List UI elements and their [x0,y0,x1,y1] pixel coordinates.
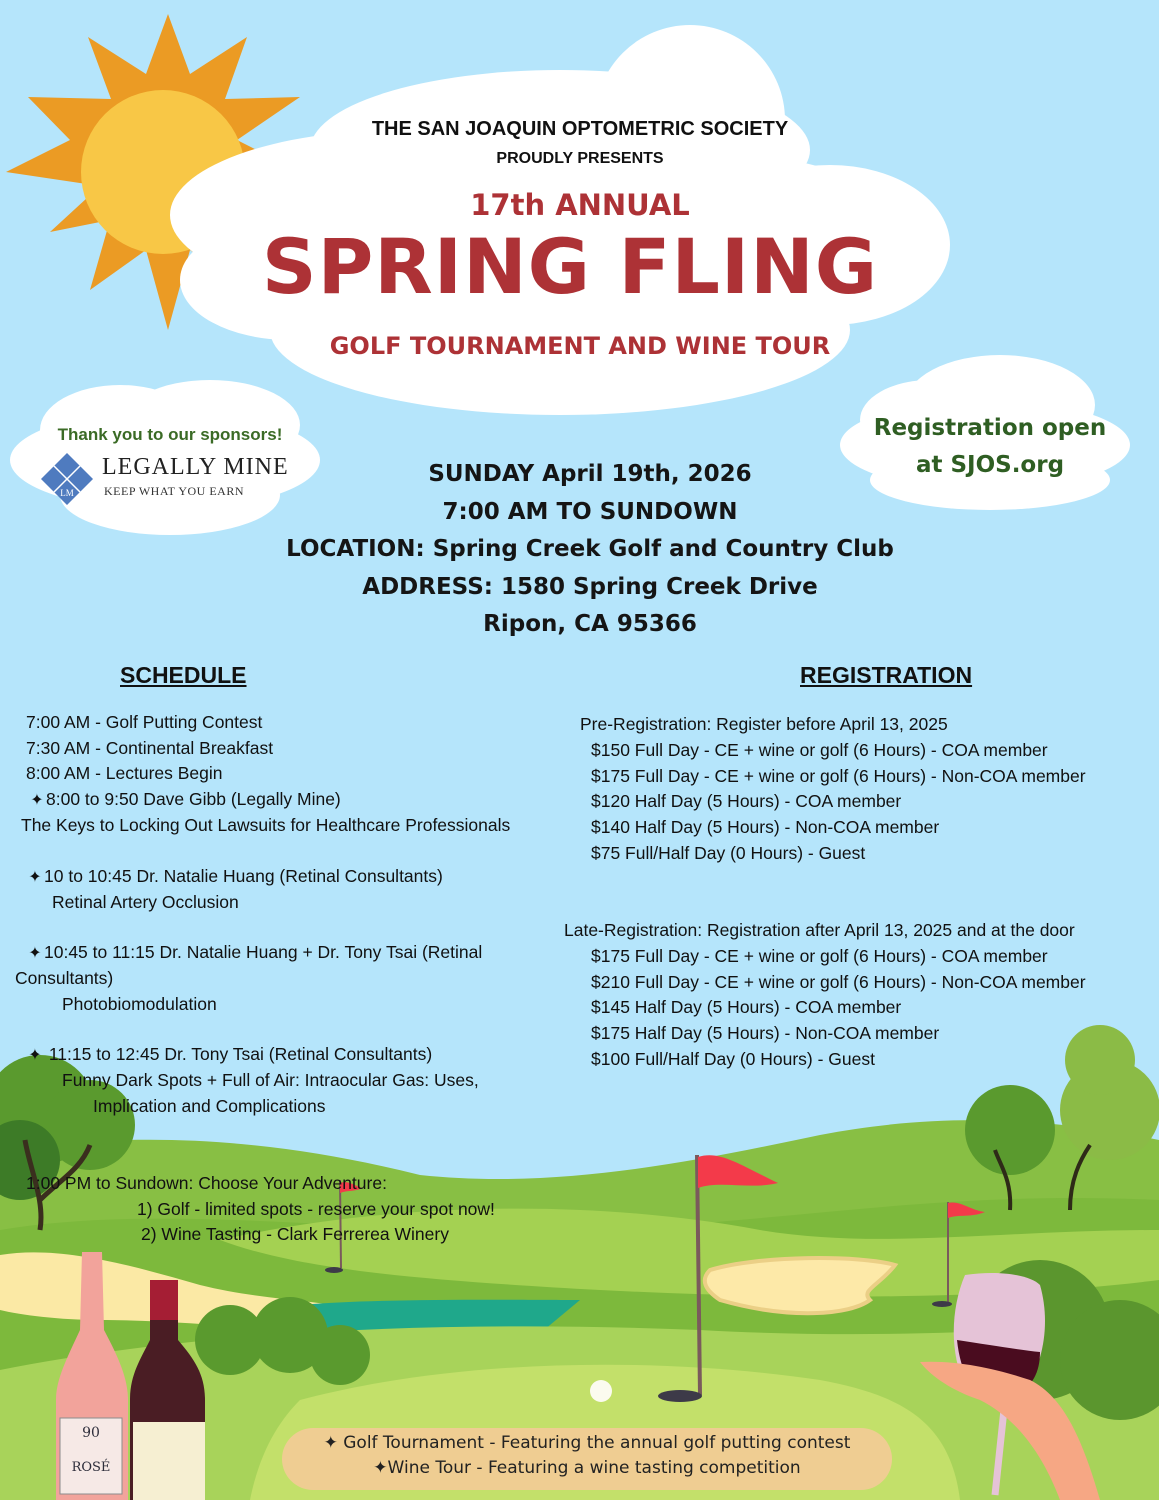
rate-item: $100 Full/Half Day (0 Hours) - Guest [591,1048,875,1069]
registration-heading: REGISTRATION [800,662,973,688]
bottle-number: 90 [82,1425,100,1441]
lecture-title: The Keys to Locking Out Lawsuits for Healthcare Professionals [21,815,511,835]
feature-item: ✦ Golf Tournament - Featuring the annual golf putting contest [323,1433,851,1453]
four-point-star-icon: ✦ [373,1458,388,1478]
features-list [282,1431,892,1481]
sponsor-tagline: KEEP WHAT YOU EARN [104,484,244,498]
bottle-label: ROSÉ [71,1460,111,1475]
edition-label: 17th ANNUAL [470,188,690,222]
event-city: Ripon, CA 95366 [483,611,697,637]
registration-callout-link[interactable]: at SJOS.org [915,452,1065,478]
sponsor-thanks: Thank you to our sponsors! [57,425,283,444]
schedule-list [26,710,273,787]
event-details [220,456,960,644]
lecture-title: Photobiomodulation [62,994,217,1014]
registration-callout-line1: Registration open [873,415,1107,441]
rate-item: $140 Half Day (5 Hours) - Non-COA member [591,817,940,838]
proudly-presents: PROUDLY PRESENTS [496,150,664,167]
rate-item: $150 Full Day - CE + wine or golf (6 Hours) - COA member [591,740,1048,760]
four-point-star-icon: ✦ [28,869,42,886]
event-address: ADDRESS: 1580 Spring Creek Drive [362,573,818,600]
afternoon-option: 1) Golf - limited spots - reserve your spot now! [137,1199,495,1219]
schedule-heading: SCHEDULE [120,662,247,688]
rate-item: $175 Full Day - CE + wine or golf (6 Hours) - Non-COA member [591,765,1086,786]
event-subtitle: GOLF TOURNAMENT AND WINE TOUR [329,332,831,360]
rate-item: $120 Half Day (5 Hours) - COA member [591,791,902,812]
lecture-time: 8:00 to 9:50 Dave Gibb (Legally Mine) [46,789,341,809]
rate-item: $75 Full/Half Day (0 Hours) - Guest [591,842,866,863]
schedule-item: 7:00 AM - Golf Putting Contest [26,712,263,732]
late-registration-rates [591,944,1086,1073]
event-date: SUNDAY April 19th, 2026 [428,461,752,487]
rate-item: $175 Full Day - CE + wine or golf (6 Hours) - COA member [591,946,1048,966]
lecture-4 [26,1042,432,1069]
page-title: SPRING FLING [261,222,879,311]
lecture-time: 10 to 10:45 Dr. Natalie Huang (Retinal Consultants) [44,866,443,886]
event-location: LOCATION: Spring Creek Golf and Country Club [286,536,894,562]
rate-item: $145 Half Day (5 Hours) - COA member [591,997,902,1018]
lecture-3 [26,940,482,967]
rate-item: $210 Full Day - CE + wine or golf (6 Hours) - Non-COA member [591,971,1086,992]
four-point-star-icon: ✦ [30,792,44,809]
organization-name: THE SAN JOAQUIN OPTOMETRIC SOCIETY [371,118,789,140]
schedule-item: 8:00 AM - Lectures Begin [26,763,223,784]
lecture-title-cont: Implication and Complications [93,1096,326,1116]
late-registration-label: Late-Registration: Registration after April 13, 2025 and at the door [564,920,1075,940]
feature-item: ✦Wine Tour - Featuring a wine tasting competition [373,1458,801,1478]
lecture-1 [28,787,341,814]
lecture-time-cont: Consultants) [15,968,114,988]
four-point-star-icon: ✦ [323,1433,344,1453]
afternoon-heading: 1:00 PM to Sundown: Choose Your Adventure: [26,1173,387,1193]
lecture-time: 11:15 to 12:45 Dr. Tony Tsai (Retinal Consultants) [48,1044,433,1064]
afternoon-option: 2) Wine Tasting - Clark Ferrerea Winery [141,1224,449,1244]
pre-registration-label: Pre-Registration: Register before April 13, 2025 [580,714,948,734]
logo-mark: LM [60,488,74,498]
lecture-title: Retinal Artery Occlusion [52,892,239,912]
four-point-star-icon: ✦ [28,1047,42,1064]
sponsor-name: LEGALLY MINE [102,454,289,480]
rate-item: $175 Half Day (5 Hours) - Non-COA member [591,1023,940,1044]
lecture-title: Funny Dark Spots + Full of Air: Intraocular Gas: Uses, [62,1070,479,1090]
lecture-time: 10:45 to 11:15 Dr. Natalie Huang + Dr. Tony Tsai (Retinal [44,942,483,962]
schedule-item: 7:30 AM - Continental Breakfast [26,737,274,758]
lecture-2 [26,864,443,891]
pre-registration-rates [591,738,1086,867]
four-point-star-icon: ✦ [28,945,42,962]
golf-ball [590,1380,612,1402]
event-time: 7:00 AM TO SUNDOWN [442,498,738,525]
